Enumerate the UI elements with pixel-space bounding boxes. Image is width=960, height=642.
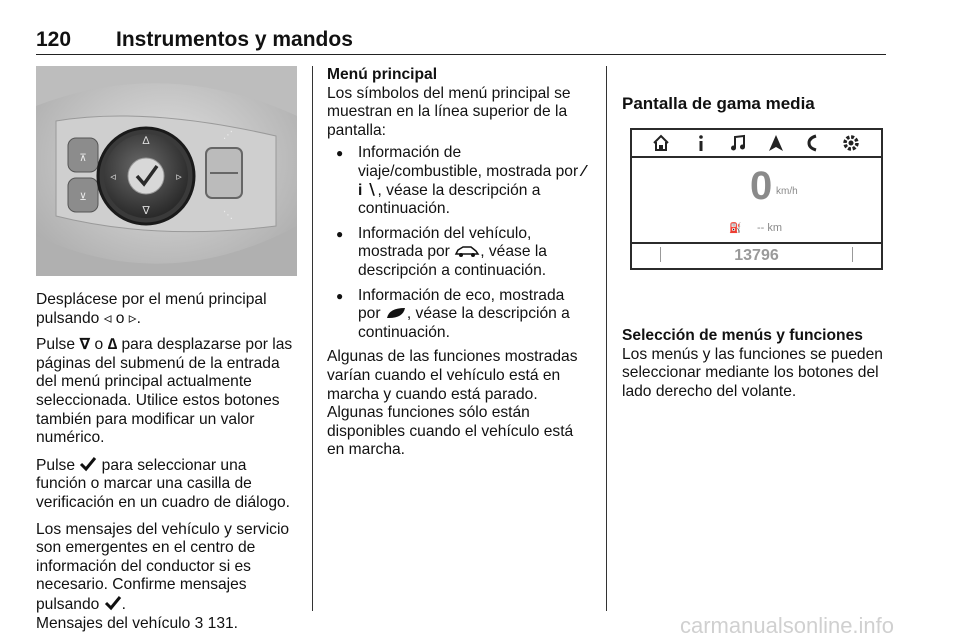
settings-icon [842,134,860,152]
section-title: Instrumentos y mandos [116,28,353,51]
page-header [36,28,886,55]
svg-text:⊻: ⊻ [79,192,87,203]
navigation-icon [767,134,785,152]
column-divider-1 [312,66,313,611]
info-icon [692,134,710,152]
odometer-right-tick [852,247,853,262]
midlevel-display [630,128,883,270]
display-title: Pantalla de gama media [622,94,815,113]
speed-unit: km/h [776,186,798,197]
home-icon [652,134,670,152]
svg-text:◃: ◃ [110,171,116,183]
svg-text:∇: ∇ [142,205,150,217]
column-divider-2 [606,66,607,611]
page-reference-arrow-icon[interactable]: 3 [194,614,204,632]
speed-value: 0 [750,164,773,208]
list-item: ● Información del vehículo, mostrada por , véase la descripción a continuación. [327,225,589,281]
svg-text:⋱: ⋱ [223,210,233,221]
svg-text:⊼: ⊼ [79,153,87,164]
steering-wheel-illustration [36,66,297,276]
down-symbol: ∇ [79,336,91,354]
odometer-bar [632,242,881,268]
checkmark-icon [79,456,97,472]
functions-note: Algunas de las funciones mostradas varían cuando el vehículo está en marcha y cuando está parado. Algunas funciones sólo están disponibles cuando el vehículo está en marcha. [327,348,578,459]
paragraph-submenu-pages: Pulse ∇ o ∆ para desplazarse por las páginas del submenú de la entrada del menú principal actualmente seleccionada. Utilice estos botones también para modificar un valor numérico. [36,336,293,447]
display-menu-bar [632,130,881,158]
trip-fuel-icon: ⁄ i ∖ [358,162,586,199]
list-item: ● Información de viaje/combustible, mostrada por ⁄ i ∖, véase la descripción a continuación. [327,144,589,218]
page-number: 120 [36,28,72,51]
menu-selection-heading: Selección de menús y funciones [622,327,863,344]
range-value: -- km [757,222,783,234]
menu-selection-text: Los menús y las funciones se pueden seleccionar mediante los botones del lado derecho del volante. [622,345,883,400]
fuel-pump-icon: ⛽ [729,223,742,234]
watermark: carmanualsonline.info [680,613,895,638]
paragraph-vehicle-messages: Los mensajes del vehículo y servicio son emergentes en el centro de información del conductor si es necesario. Confirme mensajes pulsando . Mensajes del vehículo 3 131. [36,520,290,632]
column-2 [327,66,589,460]
up-symbol: ∆ [107,336,118,354]
list-item: ● Información de eco, mostrada por , véase la descripción a continuación. [327,287,589,343]
main-menu-heading: Menú principal [327,66,438,83]
odometer-value: 13796 [734,247,779,264]
main-menu-intro: Los símbolos del menú principal se muestran en la línea superior de la pantalla: [327,84,571,139]
svg-text:▹: ▹ [176,171,182,183]
column-3 [622,327,888,401]
paragraph-scroll-main-menu: Desplácese por el menú principal pulsando ◃ o ▹. [36,291,267,327]
music-icon [729,134,747,152]
eco-leaf-icon [385,306,407,320]
steering-wheel-photo [36,66,297,276]
menu-symbols-list [327,144,589,342]
car-icon [454,244,480,258]
svg-text:∆: ∆ [142,135,150,147]
phone-icon [804,134,822,152]
paragraph-select-function: Pulse para seleccionar una función o marcar una casilla de verificación en un cuadro de diálogo. [36,456,290,511]
svg-text:⋰: ⋰ [223,130,233,141]
column-1 [36,291,300,641]
checkmark-icon [104,595,122,611]
